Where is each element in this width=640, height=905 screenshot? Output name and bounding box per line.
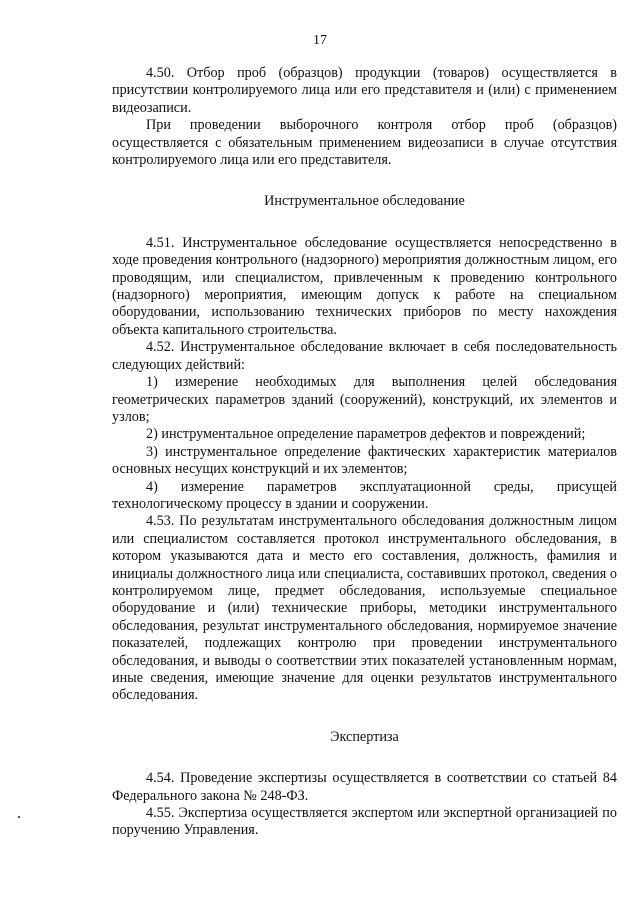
section-title-instrumental: Инструментальное обследование xyxy=(264,193,465,210)
paragraph-video-note: При проведении выборочного контроля отбор проб (образцов) осуществляется с обязательным применением видеозаписи в случае отсутствия контролируемого лица или его представителя. xyxy=(112,117,617,169)
page-number: 17 xyxy=(313,33,327,48)
list-item-1: 1) измерение необходимых для выполнения целей обследования геометрических параметров зданий (сооружений), конструкций, их элементов и узлов; xyxy=(112,374,617,425)
paragraph-4-50: 4.50. Отбор проб (образцов) продукции (товаров) осуществляется в присутствии контролируемого лица или его представителя и (или) с применением видеозаписи. xyxy=(112,65,617,116)
list-item-2: 2) инструментальное определение параметров дефектов и повреждений; xyxy=(146,426,586,443)
list-item-4: 4) измерение параметров эксплуатационной среды, присущей технологическому процессу в здании и сооружении. xyxy=(112,478,617,512)
paragraph-4-53: 4.53. По результатам инструментального обследования должностным лицом или специалистом составляется протокол инструментального обследования, в котором указываются дата и место его составления, должность, фамилия и инициалы должностного лица или специалиста, составивших протокол, сведения о контролируемом лице, предмет обследования, используемые специальное оборудование и (или) технические приборы, методики инструментального обследования, результат инструментального обследования, нормируемое значение показателей, подлежащих контролю при проведении инструментального обследования, и выводы о соответствии этих показателей установленным нормам, иные сведения, имеющие значение для оценки результатов инструментального обследования. xyxy=(112,513,617,704)
paragraph-4-55: 4.55. Экспертиза осуществляется экспертом или экспертной организацией по поручению Управления. xyxy=(112,805,617,839)
document-body xyxy=(112,65,617,840)
list-item-3: 3) инструментальное определение фактических характеристик материалов основных несущих конструкций и их элементов; xyxy=(112,443,617,478)
paragraph-4-54: 4.54. Проведение экспертизы осуществляется в соответствии со статьей 84 Федерального закона № 248-ФЗ. xyxy=(112,770,617,804)
scan-speck xyxy=(18,816,20,818)
paragraph-4-52: 4.52. Инструментальное обследование включает в себя последовательность следующих действий: xyxy=(112,339,617,373)
paragraph-4-51: 4.51. Инструментальное обследование осуществляется непосредственно в ходе проведения контрольного (надзорного) мероприятия должностным лицом, его проводящим, или специалистом, привлеченным к проведению контрольного (надзорного) мероприятия, имеющим допуск к работе на специальном оборудовании, использованию технических приборов по месту нахождения объекта капитального строительства. xyxy=(112,234,617,338)
section-title-expertise: Экспертиза xyxy=(330,728,399,745)
